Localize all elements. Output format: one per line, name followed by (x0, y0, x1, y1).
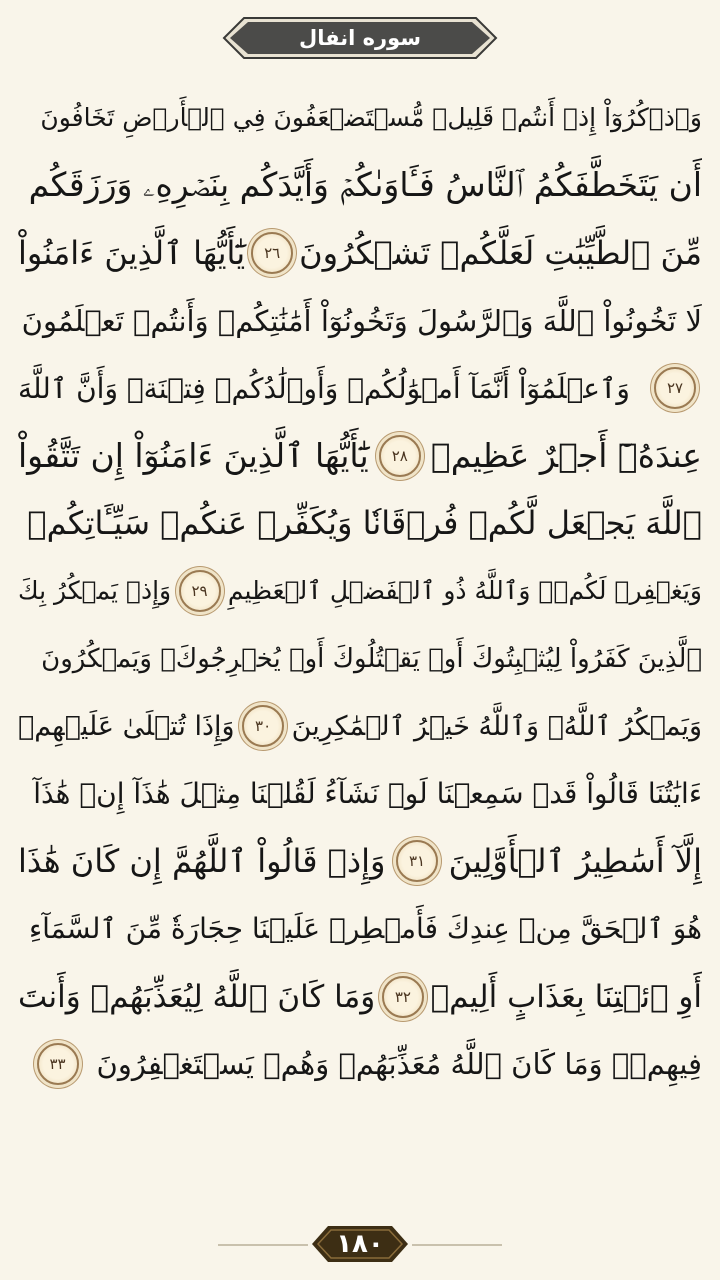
verse-text: وَمَا كَانَ ٱللَّهُ لِيُعَذِّبَهُمۡ وَأَنتَ (18, 978, 376, 1015)
verse-text: عِندَهُۥٓ أَجۡرٌ عَظِيمٞ (430, 436, 702, 476)
verse-text: أَوِ ٱئۡتِنَا بِعَذَابٍ أَلِيمٖ (430, 978, 702, 1015)
text-line (18, 287, 702, 355)
ayah-number-marker: ٣٢ (382, 976, 424, 1018)
text-line (18, 625, 702, 693)
text-line (18, 557, 702, 625)
ayah-number-marker: ٣١ (396, 840, 438, 882)
text-line (18, 354, 702, 422)
text-line (18, 692, 702, 760)
footer-divider-left (412, 1244, 502, 1246)
quran-page-text (18, 84, 702, 1098)
page-number: ١٨٠ (336, 1229, 384, 1259)
text-line (18, 963, 702, 1031)
text-line (18, 152, 702, 220)
ayah-number-marker: ٢٧ (654, 367, 696, 409)
ayah-number-marker: ٣٣ (37, 1043, 79, 1085)
verse-text: وَيَمۡكُرُ ٱللَّهُۖ وَٱللَّهُ خَيۡرُ ٱلۡمَٰكِرِينَ (291, 710, 702, 742)
verse-text: هُوَ ٱلۡحَقَّ مِنۡ عِندِكَ فَأَمۡطِرۡ عَلَيۡنَا حِجَارَةٗ مِّنَ ٱلسَّمَآءِ (28, 912, 702, 946)
text-line (18, 1030, 702, 1098)
text-line (18, 828, 702, 896)
verse-text: فِيهِمۡۚ وَمَا كَانَ ٱللَّهُ مُعَذِّبَهُمۡ وَهُمۡ يَسۡتَغۡفِرُونَ (96, 1047, 702, 1082)
ayah-number-marker: ٢٨ (379, 435, 421, 477)
ayah-number-marker: ٣٠ (242, 705, 284, 747)
verse-text: ٱللَّهَ يَجۡعَل لَّكُمۡ فُرۡقَانٗا وَيُكَفِّرۡ عَنكُمۡ سَيِّـَٔاتِكُمۡ (27, 504, 702, 543)
ayah-number-marker: ٢٩ (179, 570, 221, 612)
footer-divider-right (218, 1244, 308, 1246)
verse-text: وَإِذۡ يَمۡكُرُ بِكَ (18, 576, 172, 606)
verse-text: يَٰٓأَيُّهَا ٱلَّذِينَ ءَامَنُوٓاْ إِن تَتَّقُواْ (18, 436, 369, 476)
text-line (18, 490, 702, 558)
verse-text: إِلَّآ أَسَٰطِيرُ ٱلۡأَوَّلِينَ (448, 842, 702, 881)
verse-text: وَيَغۡفِرۡ لَكُمۡۗ وَٱللَّهُ ذُو ٱلۡفَضۡلِ ٱلۡعَظِيمِ (227, 576, 702, 606)
text-line (18, 895, 702, 963)
text-line (18, 422, 702, 490)
text-line (18, 760, 702, 828)
verse-text: ءَايَٰتُنَا قَالُواْ قَدۡ سَمِعۡنَا لَوۡ نَشَآءُ لَقُلۡنَا مِثۡلَ هَٰذَآ إِنۡ هَٰذَآ (33, 777, 702, 811)
surah-title: سوره انفال (299, 26, 421, 50)
page-number-badge (310, 1222, 410, 1266)
ayah-number-marker: ٢٦ (251, 232, 293, 274)
text-line (18, 219, 702, 287)
verse-text: وَإِذَا تُتۡلَىٰ عَلَيۡهِمۡ (18, 710, 235, 742)
verse-text: ٱلَّذِينَ كَفَرُواْ لِيُثۡبِتُوكَ أَوۡ يَقۡتُلُوكَ أَوۡ يُخۡرِجُوكَۚ وَيَمۡكُرُونَ (41, 643, 702, 674)
verse-text: يَٰٓأَيُّهَا ٱلَّذِينَ ءَامَنُواْ (18, 233, 246, 272)
verse-text: أَن يَتَخَطَّفَكُمُ ٱلنَّاسُ فَـَٔاوَىٰكُمۡ وَأَيَّدَكُم بِنَصۡرِهِۦ وَرَزَقَكُم (28, 165, 702, 205)
verse-text: مِّنَ ٱلطَّيِّبَٰتِ لَعَلَّكُمۡ تَشۡكُرُونَ (299, 233, 702, 272)
verse-text: وَٱعۡلَمُوٓاْ أَنَّمَآ أَمۡوَٰلُكُمۡ وَأَوۡلَٰدُكُمۡ فِتۡنَةٞ وَأَنَّ ٱللَّهَ (18, 371, 630, 405)
verse-text: وَٱذۡكُرُوٓاْ إِذۡ أَنتُمۡ قَلِيلٞ مُّسۡتَضۡعَفُونَ فِي ٱلۡأَرۡضِ تَخَافُونَ (40, 103, 702, 133)
text-line (18, 84, 702, 152)
verse-text: لَا تَخُونُواْ ٱللَّهَ وَٱلرَّسُولَ وَتَخُونُوٓاْ أَمَٰنَٰتِكُمۡ وَأَنتُمۡ تَعۡلَمُونَ (21, 303, 702, 338)
surah-header (218, 14, 502, 62)
verse-text: وَإِذۡ قَالُواْ ٱللَّهُمَّ إِن كَانَ هَٰذَا (18, 842, 386, 881)
